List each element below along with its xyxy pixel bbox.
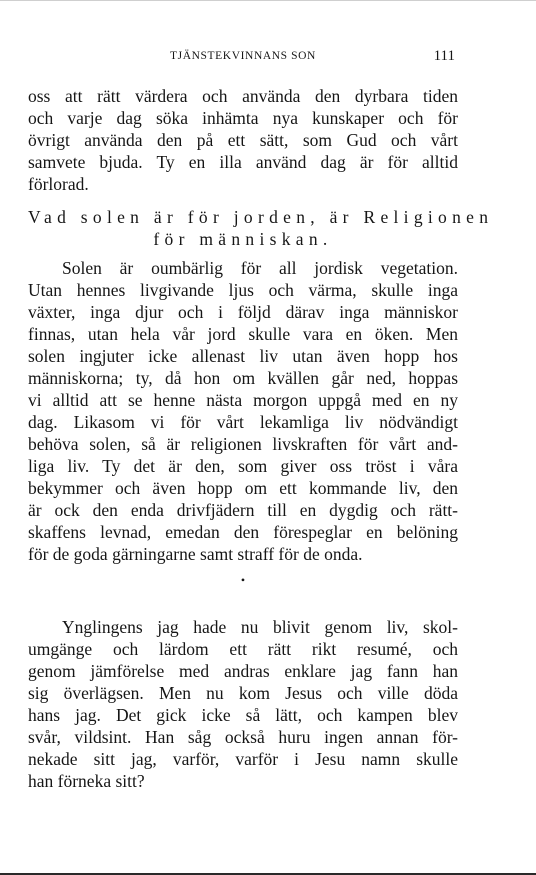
- text-line: svår, vildsint. Han såg också huru ingen annan för-: [28, 727, 458, 747]
- running-title: TJÄNSTEKVINNANS SON: [170, 50, 316, 62]
- text-line: hans jag. Det gick icke så lätt, och kampen blev: [28, 705, 458, 725]
- text-line: samvete bjuda. Ty en illa använd dag är för alltid: [28, 152, 458, 172]
- heading-line: för människan.: [153, 229, 333, 249]
- section-heading: [28, 206, 494, 250]
- text-line: oss att rätt värdera och använda den dyrbara tiden: [28, 86, 458, 106]
- text-line: han förneka sitt?: [28, 771, 145, 791]
- text-line: genom jämförelse med andras enklare jag fann han: [28, 661, 458, 681]
- heading-line: Vad solen är för jorden, är Religionen: [28, 207, 494, 227]
- paragraph-3: [28, 616, 458, 792]
- text-line: dag. Likasom vi för vårt lekamliga liv nödvändigt: [28, 412, 458, 432]
- text-line: sig överlägsen. Men nu kom Jesus och ville döda: [28, 683, 458, 703]
- text-line: övrigt använda den på ett sätt, som Gud och vårt: [28, 130, 458, 150]
- text-line: skaffens levnad, emedan den förespeglar en belöning: [28, 522, 458, 542]
- text-line: för de goda gärningarne samt straff för de onda.: [28, 544, 363, 564]
- section-ornament: •: [240, 573, 246, 587]
- text-line: nekade sitt jag, varför, varför i Jesu namn skulle: [28, 749, 458, 769]
- text-line: liga liv. Ty det är den, som giver oss tröst i våra: [28, 456, 458, 476]
- text-line: vi alltid att se henne nästa morgon uppgå med en ny: [28, 390, 458, 410]
- paragraph-2: [28, 257, 458, 565]
- text-line: Utan hennes livgivande ljus och värma, skulle inga: [28, 280, 458, 300]
- page-number: 111: [433, 48, 455, 64]
- paragraph-1: [28, 85, 458, 195]
- text-line: är ock den enda drivfjädern till en dygdig och rätt-: [28, 500, 458, 520]
- text-line: solen ingjuter icke allenast liv utan även hopp hos: [28, 346, 458, 366]
- text-line: växter, inga djur och i följd därav inga människor: [28, 302, 458, 322]
- text-line: Solen är oumbärlig för all jordisk vegetation.: [62, 258, 458, 278]
- text-line: bekymmer och även hopp om ett kommande liv, den: [28, 478, 458, 498]
- text-line: behöva solen, så är religionen livskraften för vårt and-: [28, 434, 458, 454]
- page-top-edge: [0, 0, 536, 1]
- text-line: finnas, utan hela vår jord skulle vara en öken. Men: [28, 324, 458, 344]
- text-line: förlorad.: [28, 174, 89, 194]
- text-line: och varje dag söka inhämta nya kunskaper och för: [28, 108, 458, 128]
- text-line: umgänge och lärdom ett rätt rikt resumé, och: [28, 639, 458, 659]
- text-line: Ynglingens jag hade nu blivit genom liv, skol-: [62, 617, 458, 637]
- text-line: människorna; ty, då hon om kvällen går ned, hoppas: [28, 368, 458, 388]
